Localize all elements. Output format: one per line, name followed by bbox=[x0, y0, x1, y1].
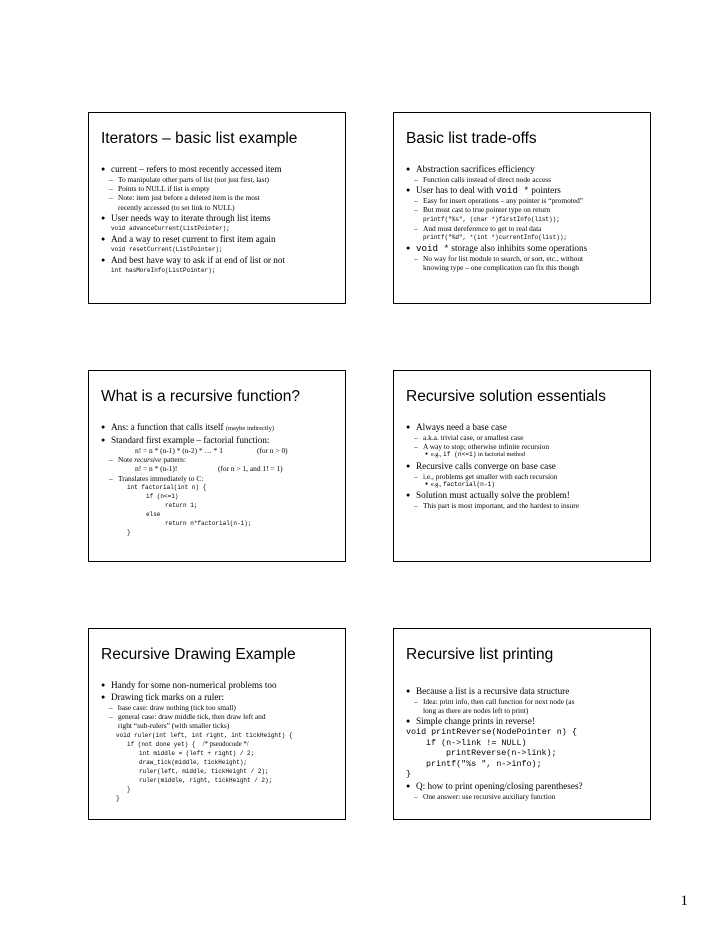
sub-sub-bullet bbox=[406, 481, 646, 489]
code-line: return 1; bbox=[165, 501, 198, 509]
slide-body bbox=[406, 421, 646, 510]
code-comment: /* pseudocode */ bbox=[202, 740, 249, 748]
code-line: return n*factorial(n-1); bbox=[165, 519, 252, 527]
sub-bullet: – Note: item just before a deleted item is the most bbox=[101, 193, 341, 202]
sub-bullet: – But must cast to true pointer type on return bbox=[406, 205, 646, 214]
text: pattern: bbox=[163, 455, 186, 465]
sub-bullet-continuation: right “sub-rulers” (with smaller ticks) bbox=[118, 721, 230, 731]
code-line bbox=[101, 740, 341, 749]
slide-title: Recursive list printing bbox=[406, 646, 554, 663]
text: e.g., bbox=[431, 451, 442, 459]
code-line: printf("%d", *(int *)currentInfo(list)); bbox=[423, 233, 568, 241]
code-line: printf("%s ", n->info); bbox=[426, 758, 542, 769]
bullet bbox=[406, 243, 646, 254]
bullet: ● Abstraction sacrifices efficiency bbox=[406, 164, 646, 175]
bullet-note: (maybe indirectly) bbox=[225, 425, 275, 432]
sub-bullet: – One answer: use recursive auxiliary function bbox=[406, 792, 646, 801]
sub-bullet bbox=[101, 455, 341, 464]
code-line: printReverse(n->link); bbox=[446, 748, 557, 759]
slide-title: Recursive Drawing Example bbox=[101, 646, 296, 663]
sub-bullet: – a.k.a. trivial case, or smallest case bbox=[406, 433, 646, 442]
slide-recursive-list-printing bbox=[393, 628, 651, 820]
sub-bullet-continuation: knowing type – one complication can fix this though bbox=[423, 263, 579, 273]
code-line: if (n->link != NULL) bbox=[426, 737, 527, 748]
bullet: ● And best have way to ask if at end of list or not bbox=[101, 255, 341, 266]
slide-body bbox=[101, 679, 341, 803]
bullet: ● Drawing tick marks on a ruler: bbox=[101, 692, 341, 703]
equation-condition: (for n > 1, and 1! = 1) bbox=[218, 464, 283, 474]
sub-bullet: – Easy for insert operations – any pointer is “promoted” bbox=[406, 196, 646, 205]
sub-bullet: – Points to NULL if list is empty bbox=[101, 184, 341, 193]
bullet-text: Ans: a function that calls itself bbox=[111, 422, 224, 432]
code-line: printf("%s", (char *)firstInfo(list)); bbox=[423, 215, 560, 223]
text: e.g., bbox=[431, 480, 442, 488]
slide-body bbox=[406, 685, 646, 801]
sub-bullet: – No way for list module to search, or sort, etc., without bbox=[406, 254, 646, 263]
text: Note bbox=[118, 455, 133, 465]
sub-bullet: – i.e., problems get smaller with each recursion bbox=[406, 472, 646, 481]
slide-recursive-drawing bbox=[88, 628, 346, 820]
sub-bullet: – This part is most important, and the hardest to insure bbox=[406, 501, 646, 510]
code-line: ruler(left, middle, tickHeight / 2); bbox=[139, 767, 269, 775]
code-line: } bbox=[116, 794, 120, 802]
bullet: ● User needs way to iterate through list items bbox=[101, 213, 341, 224]
sub-bullet: – A way to stop; otherwise infinite recursion bbox=[406, 442, 646, 451]
bullet bbox=[101, 422, 341, 434]
sub-bullet: – general case: draw middle tick, then draw left and bbox=[101, 712, 341, 721]
code-line: if (n<=1) bbox=[146, 492, 179, 500]
equation bbox=[101, 464, 341, 473]
slide-recursive-essentials bbox=[393, 370, 651, 562]
slide-body bbox=[406, 163, 646, 272]
bullet bbox=[406, 185, 646, 196]
slide-title: What is a recursive function? bbox=[101, 388, 301, 405]
code-line: int hasMoreInfo(ListPointer); bbox=[111, 266, 216, 274]
bullet: ● Always need a base case bbox=[406, 422, 646, 433]
sub-bullet: – To manipulate other parts of list (not just first, last) bbox=[101, 175, 341, 184]
code-line: } bbox=[127, 528, 131, 536]
bullet: ● And a way to reset current to first item again bbox=[101, 234, 341, 245]
bullet-text: storage also inhibits some operations bbox=[451, 242, 588, 253]
sub-bullet-continuation: long as there are nodes left to print) bbox=[423, 706, 529, 716]
code-line: draw_tick(middle, tickHeight); bbox=[139, 758, 248, 766]
sub-bullet: – Function calls instead of direct node access bbox=[406, 175, 646, 184]
code-line: int middle = (left + right) / 2; bbox=[139, 749, 255, 757]
code-line: void advanceCurrent(ListPointer); bbox=[111, 224, 230, 232]
sub-bullet: – Idea: print info, then call function for next node (as bbox=[406, 697, 646, 706]
code-line: void resetCurrent(ListPointer); bbox=[111, 245, 223, 253]
slide-title: Iterators – basic list example bbox=[101, 130, 298, 147]
emphasis: recursive bbox=[134, 455, 162, 465]
inline-code: void * bbox=[495, 185, 529, 197]
slide-list-tradeoffs bbox=[393, 112, 651, 304]
slide-title: Recursive solution essentials bbox=[406, 388, 606, 405]
equation-text: n! = n * (n-1) * (n-2) * … * 1 bbox=[135, 446, 223, 455]
slide-body bbox=[101, 163, 341, 275]
sub-bullet: – And must dereference to get to real data bbox=[406, 224, 646, 233]
bullet: ● Handy for some non-numerical problems too bbox=[101, 680, 341, 691]
code-line: void ruler(int left, int right, int tickHeight) { bbox=[116, 731, 293, 739]
bullet-text: pointers bbox=[531, 185, 561, 196]
text: in factorial method bbox=[478, 451, 526, 459]
bullet: ● Solution must actually solve the problem! bbox=[406, 490, 646, 501]
code-line: void printReverse(NodePointer n) { bbox=[406, 727, 577, 738]
inline-code: factorial(n-1) bbox=[443, 480, 496, 488]
sub-bullet-continuation: recently accessed (to set link to NULL) bbox=[118, 202, 235, 212]
inline-code: if (n<=1) bbox=[443, 451, 477, 459]
code-line: ruler(middle, right, tickHeight / 2); bbox=[139, 776, 273, 784]
equation bbox=[101, 446, 341, 455]
bullet: ● Recursive calls converge on base case bbox=[406, 461, 646, 472]
inline-code: void * bbox=[416, 242, 450, 254]
code-line: int factorial(int n) { bbox=[127, 483, 207, 491]
code-line: } bbox=[127, 785, 131, 793]
bullet: ● Standard first example – factorial function: bbox=[101, 435, 341, 446]
slide-recursive-function bbox=[88, 370, 346, 562]
bullet: ● current – refers to most recently accessed item bbox=[101, 164, 341, 175]
sub-bullet: – base case: draw nothing (tick too small) bbox=[101, 703, 341, 712]
bullet: ● Simple change prints in reverse! bbox=[406, 716, 646, 727]
code-line: } bbox=[406, 769, 412, 780]
slide-iterators bbox=[88, 112, 346, 304]
slide-title: Basic list trade-offs bbox=[406, 130, 537, 147]
sub-bullet: – Translates immediately to C: bbox=[101, 474, 341, 483]
bullet: ● Because a list is a recursive data structure bbox=[406, 686, 646, 697]
bullet-text: User has to deal with bbox=[416, 185, 494, 196]
page-number: 1 bbox=[680, 893, 688, 909]
code-text: if (not done yet) { bbox=[127, 740, 196, 748]
bullet: ● Q: how to print opening/closing parentheses? bbox=[406, 781, 646, 792]
equation-text: n! = n * (n-1)! bbox=[135, 464, 178, 474]
code-line: else bbox=[146, 510, 161, 518]
sub-sub-bullet bbox=[406, 451, 646, 459]
slide-body bbox=[101, 421, 341, 537]
equation-condition: (for n > 0) bbox=[257, 446, 288, 455]
